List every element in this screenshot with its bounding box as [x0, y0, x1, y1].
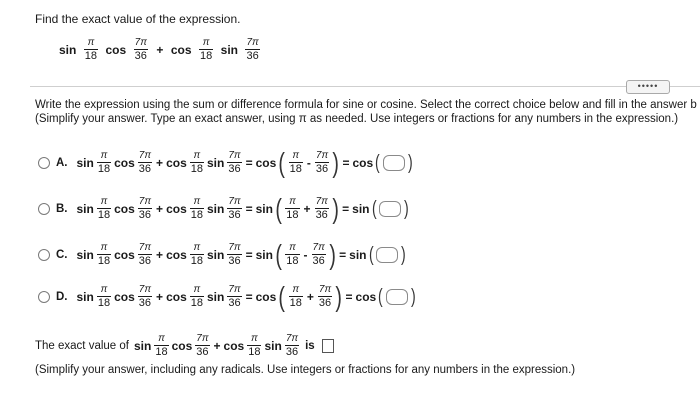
- answer-paren: [371, 199, 410, 219]
- equals-sign: =: [245, 202, 253, 216]
- plus-sign: +: [156, 43, 164, 57]
- expand-more-button[interactable]: •••••: [626, 80, 670, 94]
- fraction-pi-18: $\frac{\pi}{18}$: [286, 196, 299, 221]
- left-paren: (: [368, 244, 374, 266]
- inner-operator: -: [306, 156, 311, 170]
- plus-sign: +: [156, 248, 164, 262]
- main-expression: [58, 38, 262, 62]
- radio-button[interactable]: [38, 249, 50, 261]
- cos-label: cos: [166, 202, 187, 216]
- plus-sign: +: [156, 202, 164, 216]
- answer-input-box[interactable]: [376, 247, 398, 263]
- equals-sign: =: [342, 156, 350, 170]
- fraction-pi-18: $\frac{\pi}{18}$: [248, 333, 261, 358]
- plus-sign: +: [213, 339, 221, 353]
- fraction-7pi-36: $\frac{7\pi}{36}$: [228, 242, 241, 267]
- right-paren: ): [335, 281, 343, 312]
- fraction-pi-18: $\frac{\pi}{18}$: [97, 284, 111, 309]
- radio-button[interactable]: [38, 203, 50, 215]
- fraction-7pi-36: $\frac{7\pi}{36}$: [228, 150, 241, 175]
- result-function: sin: [352, 202, 370, 216]
- cos-label: cos: [166, 248, 187, 262]
- left-paren: (: [371, 198, 377, 220]
- right-paren: ): [332, 147, 340, 178]
- fraction-pi-18: $\frac{\pi}{18}$: [155, 333, 168, 358]
- right-paren: ): [404, 198, 409, 220]
- fraction-7pi-36: $\frac{7\pi}{36}$: [318, 284, 332, 309]
- sin-label: sin: [264, 339, 282, 353]
- is-label: is: [305, 340, 315, 352]
- fraction-7pi-36: $\frac{7\pi}{36}$: [228, 284, 241, 309]
- result-function: sin: [349, 248, 367, 262]
- answer-input-box[interactable]: [386, 289, 408, 305]
- sin-label: sin: [76, 202, 94, 216]
- right-paren: ): [407, 152, 413, 174]
- sin-label: sin: [76, 156, 94, 170]
- radio-button[interactable]: [38, 291, 50, 303]
- fraction-pi-18: $\frac{\pi}{18}$: [97, 242, 111, 267]
- cos-label: cos: [170, 43, 192, 57]
- choice-letter: B.: [56, 203, 68, 215]
- exact-value-prefix: The exact value of: [35, 340, 129, 352]
- fraction-pi-18: $\frac{\pi}{18}$: [190, 284, 203, 309]
- question-prompt: Find the exact value of the expression.: [35, 12, 241, 26]
- left-paren: (: [378, 286, 383, 308]
- choice-b[interactable]: [38, 192, 410, 226]
- result-function: cos: [355, 290, 377, 304]
- parenthesized-expression: [277, 149, 340, 177]
- equals-sign: =: [245, 248, 253, 262]
- sin-label: sin: [220, 43, 239, 57]
- left-paren: (: [275, 193, 282, 224]
- choice-letter: C.: [56, 249, 68, 261]
- cos-label: cos: [114, 202, 135, 216]
- fraction-pi-18: $\frac{\pi}{18}$: [289, 284, 302, 309]
- left-paren: (: [278, 147, 286, 178]
- parenthesized-expression: [274, 195, 340, 223]
- fraction-7pi-36: $\frac{7\pi}{36}$: [312, 242, 325, 267]
- simplify-note: (Simplify your answer, including any radicals. Use integers or fractions for any numbers in the expression.): [35, 364, 576, 376]
- sin-label: sin: [207, 156, 225, 170]
- cos-label: cos: [114, 248, 135, 262]
- fraction-7pi-36: $\frac{7\pi}{36}$: [285, 333, 299, 358]
- outer-function: cos: [255, 290, 277, 304]
- sin-label: sin: [207, 290, 225, 304]
- plus-sign: +: [156, 290, 164, 304]
- sin-label: sin: [76, 248, 94, 262]
- choice-letter: D.: [56, 291, 68, 303]
- right-paren: ): [332, 193, 339, 224]
- cos-label: cos: [166, 290, 187, 304]
- instructions-line-1: Write the expression using the sum or difference formula for sine or cosine. Select the correct choice below and fill in the answer b: [35, 99, 697, 111]
- equals-sign: =: [245, 156, 253, 170]
- left-paren: (: [278, 281, 286, 312]
- fraction-7pi-36: $\frac{7\pi}{36}$: [315, 196, 328, 221]
- fraction-7pi-36: $\frac{7\pi}{36}$: [138, 284, 152, 309]
- fraction-7pi-36: $\frac{7\pi}{36}$: [228, 196, 241, 221]
- outer-function: cos: [255, 156, 277, 170]
- result-function: cos: [352, 156, 374, 170]
- fraction-pi-18: $\frac{\pi}{18}$: [289, 150, 302, 175]
- answer-input-box[interactable]: [383, 155, 405, 171]
- choice-c[interactable]: [38, 238, 407, 272]
- fraction-pi-18: $\frac{\pi}{18}$: [97, 150, 111, 175]
- right-paren: ): [329, 239, 336, 270]
- parenthesized-expression: [277, 283, 343, 311]
- equals-sign: =: [345, 290, 353, 304]
- fraction-7pi-36: $\frac{7\pi}{36}$: [138, 196, 152, 221]
- answer-paren: [377, 287, 416, 307]
- fraction-pi-18: $\frac{\pi}{18}$: [190, 196, 203, 221]
- fraction-pi-18: $\frac{\pi}{18}$: [97, 196, 111, 221]
- plus-sign: +: [156, 156, 164, 170]
- outer-function: sin: [255, 202, 273, 216]
- fraction-7pi-36: $\frac{7\pi}{36}$: [196, 333, 209, 358]
- answer-paren: [368, 245, 407, 265]
- exact-value-input[interactable]: [322, 339, 334, 353]
- inner-operator: +: [303, 202, 311, 216]
- right-paren: ): [401, 244, 406, 266]
- fraction-7pi-36: $\frac{7\pi}{36}$: [138, 150, 152, 175]
- fraction-7pi-36: $\frac{7\pi}{36}$: [138, 242, 152, 267]
- left-paren: (: [375, 152, 380, 174]
- fraction-7pi-36: $\frac{7\pi}{36}$: [246, 37, 259, 62]
- cos-label: cos: [105, 43, 127, 57]
- sin-label: sin: [207, 248, 225, 262]
- equals-sign: =: [245, 290, 253, 304]
- sin-label: sin: [207, 202, 225, 216]
- sin-label: sin: [76, 290, 94, 304]
- fraction-7pi-36: $\frac{7\pi}{36}$: [134, 37, 147, 62]
- exact-value-line: [35, 334, 334, 358]
- right-paren: ): [410, 286, 416, 308]
- fraction-pi-18: $\frac{\pi}{18}$: [199, 37, 213, 62]
- fraction-pi-18: $\frac{\pi}{18}$: [190, 242, 203, 267]
- answer-input-box[interactable]: [379, 201, 401, 217]
- cos-label: cos: [166, 156, 187, 170]
- fraction-pi-18: $\frac{\pi}{18}$: [286, 242, 299, 267]
- equals-sign: =: [339, 248, 347, 262]
- outer-function: sin: [255, 248, 273, 262]
- section-divider: [30, 86, 700, 87]
- left-paren: (: [275, 239, 282, 270]
- inner-operator: -: [303, 248, 308, 262]
- cos-label: cos: [114, 156, 135, 170]
- cos-label: cos: [114, 290, 135, 304]
- cos-label: cos: [223, 339, 245, 353]
- fraction-pi-18: $\frac{\pi}{18}$: [190, 150, 203, 175]
- cos-label: cos: [171, 339, 193, 353]
- instructions: [35, 98, 700, 126]
- equals-sign: =: [342, 202, 350, 216]
- inner-operator: +: [306, 290, 314, 304]
- answer-paren: [374, 153, 413, 173]
- fraction-pi-18: $\frac{\pi}{18}$: [84, 37, 98, 62]
- instructions-line-2: (Simplify your answer. Type an exact answer, using π as needed. Use integers or fractions for any numbers in the expression.): [35, 113, 679, 125]
- fraction-7pi-36: $\frac{7\pi}{36}$: [315, 150, 329, 175]
- radio-button[interactable]: [38, 157, 50, 169]
- choice-a[interactable]: [38, 146, 414, 180]
- parenthesized-expression: [274, 241, 337, 269]
- choice-letter: A.: [56, 157, 68, 169]
- sin-label: sin: [133, 339, 152, 353]
- sin-label: sin: [59, 43, 77, 57]
- choice-d[interactable]: [38, 280, 417, 314]
